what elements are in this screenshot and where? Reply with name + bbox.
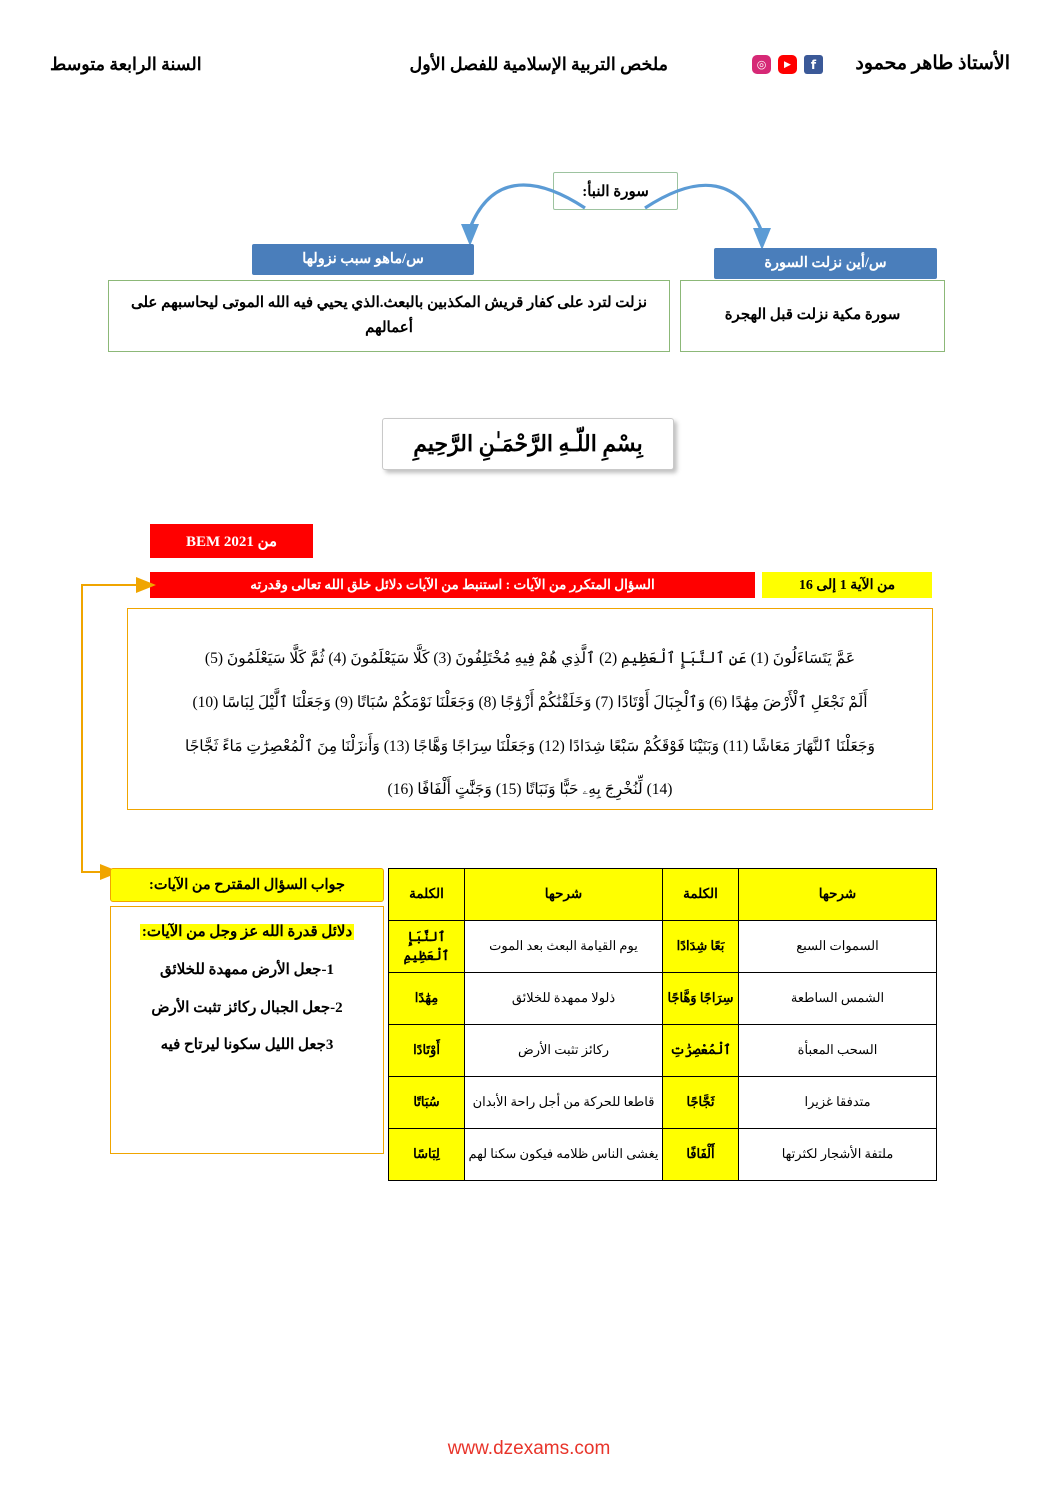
answer-subtitle-wrap — [125, 919, 369, 947]
teacher-name: الأستاذ طاهر محمود — [855, 53, 1010, 74]
cell-explanation-right: قاطعا للحركة من أجل راحة الأبدان — [465, 1077, 663, 1129]
cell-word-left: ثَجَّاجًا — [663, 1077, 739, 1129]
branch-right-header: س/ماهو سبب نزولها — [252, 244, 474, 275]
table-row — [389, 1129, 937, 1181]
table-row — [389, 973, 937, 1025]
cell-explanation-right: يغشى الناس ظلامه فيكون سكنا لهم — [465, 1129, 663, 1181]
facebook-icon[interactable]: f — [804, 55, 823, 74]
ayat-line-4: (14) لِّنُخْرِجَ بِهِۦ حَبًّا وَنَبَاتًا (15) وَجَنَّٰتٍ أَلْفَافًا (16) — [387, 781, 673, 799]
table-header-row — [389, 869, 937, 921]
cell-explanation-left: متدفقا غزيرا — [739, 1077, 937, 1129]
vocabulary-table — [388, 868, 937, 1181]
ayat-line-1: عَمَّ يَتَسَاءَلُونَ (1) عَنِ ٱلنَّبَإِ ٱلْعَظِيمِ (2) ٱلَّذِي هُمْ فِيهِ مُخْتَلِفُونَ (3) كَلَّا سَيَعْلَمُونَ (4) ثُمَّ كَلَّا سَيَعْلَمُونَ (5) — [204, 650, 856, 667]
answer-item-2: 2-جعل الجبال ركائز تثبت الأرض — [151, 999, 343, 1016]
basmala-box: بِسْمِ اللّـهِ الرَّحْمَـٰنِ الرَّحِيمِ — [382, 418, 674, 470]
table-row — [389, 921, 937, 973]
table-row — [389, 1025, 937, 1077]
page-header — [0, 52, 1058, 92]
cell-explanation-right: ركائز تثبت الأرض — [465, 1025, 663, 1077]
answer-subtitle: دلائل قدرة الله عز وجل من الآيات: — [141, 924, 353, 940]
answer-item-3: 3جعل الليل سكونا ليرتاح فيه — [160, 1037, 334, 1054]
bem-badge: من BEM 2021 — [150, 524, 313, 558]
diagram-root-node: سورة النبأ: — [553, 172, 678, 210]
cell-word-left: سِرَاجًا وَهَّاجًا — [663, 973, 739, 1025]
cell-explanation-left: السحب المعبأة — [739, 1025, 937, 1077]
cell-explanation-left: ملتفة الأشجار لكثرتها — [739, 1129, 937, 1181]
youtube-icon[interactable]: ▶ — [778, 55, 797, 74]
col-header-explanation-left: شرحها — [739, 869, 937, 921]
answer-body — [110, 906, 384, 1154]
cell-explanation-right: يوم القيامة البعث بعد الموت — [465, 921, 663, 973]
ayat-line-3: وَجَعَلْنَا ٱلنَّهَارَ مَعَاشًا (11) وَبَنَيْنَا فَوْقَكُمْ سَبْعًا شِدَادًا (12) وَجَعَلْنَا سِرَاجًا وَهَّاجًا (13) وَأَنزَلْنَا مِنَ ٱلْمُعْصِرَٰتِ مَاءً ثَجَّاجًا — [185, 737, 875, 755]
answer-item-1: 1-جعل الأرض ممهدة للخلائق — [160, 961, 334, 978]
table-row — [389, 1077, 937, 1129]
cell-word-left: ٱلْمُعْصِرَٰتِ — [663, 1025, 739, 1077]
col-header-word-left: الكلمة — [663, 869, 739, 921]
ayat-range-label: من الآية 1 إلى 16 — [762, 572, 932, 598]
branch-right-body: نزلت لترد على كفار قريش المكذبين بالبعث.الذي يحيي فيه الله الموتى ليحاسبهم على أعمالهم — [108, 280, 670, 352]
cell-word-right: سُبَاتًا — [389, 1077, 465, 1129]
cell-word-left: أَلْفَافًا — [663, 1129, 739, 1181]
site-url[interactable]: www.dzexams.com — [447, 1438, 611, 1459]
col-header-word-right: الكلمة — [389, 869, 465, 921]
cell-explanation-left: السموات السبع — [739, 921, 937, 973]
instagram-icon[interactable]: ◎ — [752, 55, 771, 74]
branch-left-header: س/أين نزلت السورة — [714, 248, 937, 279]
cell-word-right: لِبَاسًا — [389, 1129, 465, 1181]
branch-left-body: سورة مكية نزلت قبل الهجرة — [680, 280, 945, 352]
cell-word-right: ٱلنَّبَإِ ٱلْعَظِيمِ — [389, 921, 465, 973]
ayat-line-2: أَلَمْ نَجْعَلِ ٱلْأَرْضَ مِهَٰدًا (6) وَٱلْجِبَالَ أَوْتَادًا (7) وَخَلَقْنَٰكُمْ أَزْوَٰجًا (8) وَجَعَلْنَا نَوْمَكُمْ سُبَاتًا (9) وَجَعَلْنَا ٱلَّيْلَ لِبَاسًا (10) — [192, 693, 868, 711]
answer-header: جواب السؤال المقترح من الآيات: — [110, 868, 384, 902]
repeated-question-label: السؤال المتكرر من الآيات : استنبط من الآيات دلائل خلق الله تعالى وقدرته — [150, 572, 755, 598]
grade-level: السنة الرابعة متوسط — [50, 54, 202, 74]
col-header-explanation-right: شرحها — [465, 869, 663, 921]
cell-word-left: بَعًا شِدَادًا — [663, 921, 739, 973]
cell-word-right: أَوْتَادًا — [389, 1025, 465, 1077]
cell-explanation-right: ذلولا ممهدة للخلائق — [465, 973, 663, 1025]
document-title: ملخص التربية الإسلامية للفصل الأول — [409, 54, 668, 74]
cell-word-right: مِهَٰدًا — [389, 973, 465, 1025]
social-icons — [752, 55, 823, 74]
ayat-text-box — [127, 608, 933, 810]
cell-explanation-left: الشمس الساطعة — [739, 973, 937, 1025]
